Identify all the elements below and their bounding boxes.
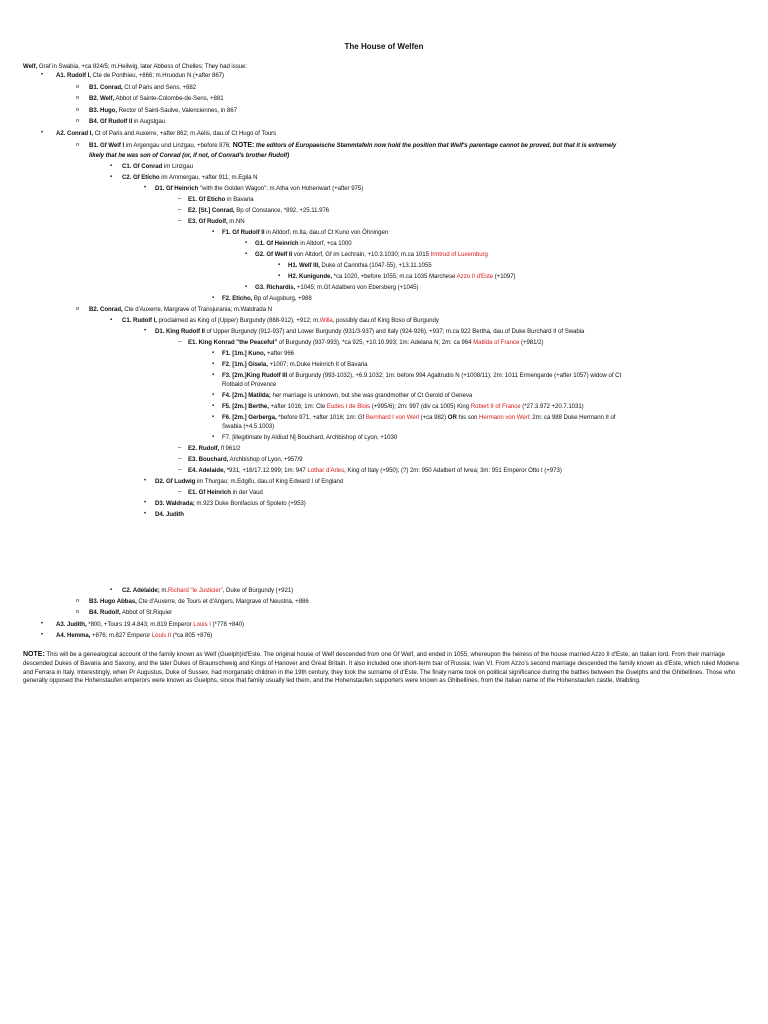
entry-text: m.923 Duke Bonifacius of Spoleto (+953) — [194, 500, 306, 507]
entry-text: (+981/2) — [519, 339, 544, 346]
entry-name: E4. Adelaide, — [188, 467, 226, 474]
entry-text: Ct of Paris and Sens, +882 — [122, 84, 196, 91]
bullet-circle — [76, 597, 79, 606]
note-paragraph — [23, 651, 739, 686]
entry-text: , possibly dau.of King Boso of Burgundy — [332, 317, 439, 324]
page-title: The House of Welfen — [344, 42, 424, 51]
entry-name: A1. Rudolf I, — [56, 72, 91, 79]
entry-text: (+995/6); 2m: 997 (div ca 1005) King — [370, 403, 470, 410]
entry-text: m. — [159, 587, 169, 594]
bullet-square — [278, 272, 280, 281]
entry-text: of Burgundy (993-1032), +6.9.1032; 1m: before 994 Agaltrudis N (+1008/11); 2m: 1011 Ermengarde (+after 1057) widow of Ct — [287, 372, 622, 379]
entry-ee4 — [188, 466, 562, 475]
entry-text: in der Vaud — [230, 489, 263, 496]
bullet-disc — [41, 71, 43, 80]
bullet-square — [212, 349, 214, 358]
entry-a1-b1 — [89, 83, 196, 92]
entry-text: +after 966 — [265, 350, 295, 357]
bullet-square — [212, 371, 214, 380]
entry-text: +after 1016; 1m: Cte — [268, 403, 326, 410]
spouse-link[interactable]: Bernhard I von Werl — [364, 414, 419, 421]
entry-name: B3. Hugo Abbas, — [89, 598, 137, 605]
entry-c2 — [122, 173, 258, 182]
entry-ee3 — [188, 455, 302, 464]
entry-ff4 — [222, 391, 472, 400]
entry-name: B1. Gf Welf I — [89, 142, 125, 149]
entry-text: Abbot of St.Riquier — [120, 609, 173, 616]
entry-text: (+ca 982) — [419, 414, 447, 421]
entry-name: A3. Judith, — [56, 621, 87, 628]
spouse-link[interactable]: Robert II of France — [469, 403, 521, 410]
entry-text: of Upper Burgundy (912-937) and Lower Burgundy (931/3-937) and Italy (924-926), +937; m.ca 922 Bertha, dau.of Duke Burchard II of Swabia — [204, 328, 585, 335]
entry-name: F1. Gf Rudolf II — [222, 229, 265, 236]
entry-a4 — [56, 631, 212, 640]
bullet-circle — [76, 141, 79, 150]
or-label: OR — [446, 414, 457, 421]
entry-d1 — [155, 184, 363, 193]
bullet-disc — [144, 184, 146, 193]
entry-name: B2. Conrad, — [89, 306, 123, 313]
entry-a1-b2 — [89, 94, 224, 103]
entry-text: m.NN — [227, 218, 245, 225]
entry-text: (*778 +840) — [210, 621, 244, 628]
entry-text: in Altdorf, +ca 1000 — [298, 240, 352, 247]
bullet-disc — [144, 499, 146, 508]
entry-name: E3. Bouchard, — [188, 456, 229, 463]
entry-name: B1. Conrad, — [89, 84, 123, 91]
bullet-circle — [76, 305, 79, 314]
entry-text: Rector of Saint-Saulve, Valenciennes, in 867 — [117, 107, 237, 114]
entry-text: im Thurgau; m.Edgifu, dau.of King Edward I of England — [195, 478, 344, 485]
bullet-square — [110, 173, 112, 182]
entry-dd1 — [155, 327, 584, 336]
note-text: This will be a genealogical account of the family known as Welf (Guelph)/d'Este. The original house of Welf descended from one Gf Welf, and ended in 1055, whereupon the heiress of the house married Azzo II d'Este, an Italian lord. From their marriage descended Dukes of Bavaria and Saxony, and the later Dukes of Braunschweig and Kings of Hanover and Great Britain. It also included one short-term tsar of Russia: Ivan VI. From Azzo's second marriage descended the family known as d'Este, which ruled Modena and Ferrara in Italy. Interestingly, when Pr Augustus, Duke of Sussex, had morganatic children in the 19th century, they took the surname of d'Este. The finaly name took on political significance during the battles between the Guelphs and the Ghibellines. Those who generally opposed the Hohenstaufen emperors were known as Guelphs, since that family usually led them, and the Hohenstaufen supporters were known as Ghibellines, from the Italian name of the Hohenstaufen castle, Waibling. — [23, 651, 739, 685]
entry-name: E1. King Konrad "the Peaceful" — [188, 339, 278, 346]
note-label: NOTE: — [230, 142, 255, 149]
spouse-link[interactable]: Richard "le Justicier" — [168, 587, 223, 594]
entry-text: Cte d'Auxerre, Margrave of Transjurania; m.Waldrada N — [122, 306, 272, 313]
entry-name: C2. Gf Eticho — [122, 174, 160, 181]
entry-ee2 — [188, 444, 241, 453]
spouse-link[interactable]: Willa — [319, 317, 333, 324]
entry-name: A2. Conrad I, — [56, 130, 93, 137]
entry-a2-b2 — [89, 305, 272, 314]
entry-text: proclaimed as King of (Upper) Burgundy (888-912), +912; m. — [156, 317, 320, 324]
entry-g2 — [255, 250, 488, 259]
entry-name: F4. [2m.] Matilda; — [222, 392, 271, 399]
entry-c1 — [122, 162, 193, 171]
entry-text: Archbishop of Lyon, +1030 — [324, 434, 398, 441]
entry-text: +1007; m.Duke Heinrich II of Bavaria — [267, 361, 368, 368]
bullet-disc — [41, 631, 43, 640]
entry-name: F2. [1m.] Gisela, — [222, 361, 268, 368]
entry-h1 — [288, 261, 432, 270]
entry-text: +876; m.827 Emperor — [90, 632, 151, 639]
entry-a1-b4 — [89, 117, 165, 126]
entry-name: G1. Gf Heinrich — [255, 240, 299, 247]
entry-text: *ca 1020, +before 1055; m.ca 1035 Marchese — [332, 273, 456, 280]
entry-name: D4. Judith — [155, 511, 184, 518]
bullet-square — [212, 360, 214, 369]
entry-f2 — [222, 294, 312, 303]
bullet-square — [110, 316, 112, 325]
entry-text: Duke of Carinthia (1047-55), +13.11.1055 — [319, 262, 432, 269]
bullet-disc — [144, 327, 146, 336]
spouse-link[interactable]: Hermann von Werl — [477, 414, 529, 421]
bullet-dash — [178, 466, 181, 475]
entry-ff3 — [222, 371, 621, 380]
bullet-square — [110, 162, 112, 171]
root-name: Welf, — [23, 63, 38, 70]
entry-e1 — [188, 195, 254, 204]
entry-name: B4. Gf Rudolf II — [89, 118, 133, 125]
bullet-square — [212, 402, 214, 411]
entry-name: E2. Rudolf, — [188, 445, 220, 452]
bullet-dash — [178, 488, 181, 497]
bullet-circle — [76, 83, 79, 92]
bullet-circle — [76, 608, 79, 617]
entry-text: Ct of Paris and Auxerre, +after 862; m.Aelis, dau.of Ct Hugo of Tours — [92, 130, 277, 137]
bullet-square — [245, 250, 247, 259]
entry-g3 — [255, 283, 418, 292]
spouse-link[interactable]: Lothar d'Arles — [305, 467, 345, 474]
bullet-dash — [178, 217, 181, 226]
entry-ff2 — [222, 360, 367, 369]
bullet-square — [212, 433, 214, 442]
bullet-dash — [178, 195, 181, 204]
entry-text: im Linzgau — [162, 163, 193, 170]
entry-text: "with the Golden Wagon"; m.Atha von Hohenwart (+after 975) — [198, 185, 364, 192]
entry-text: Bp of Constance, *892, +25.11.976 — [234, 207, 330, 214]
note-label: NOTE: — [23, 651, 45, 658]
spouse-link[interactable]: Eudes I de Blois — [325, 403, 371, 410]
entry-text: Archbishop of Lyon, +957/9 — [228, 456, 303, 463]
bullet-disc — [41, 129, 43, 138]
entry-text: *800, +Tours 19.4.843; m.819 Emperor — [86, 621, 192, 628]
entry-ff6 — [222, 413, 615, 422]
entry-name: D1. King Rudolf II — [155, 328, 205, 335]
entry-text: Bp of Augsburg, +988 — [252, 295, 312, 302]
root-text: Graf in Swabia, +ca 824/5; m.Heilwig, later Abbess of Chelles; They had issue: — [37, 63, 248, 70]
entry-text: his son — [456, 414, 478, 421]
note-text: the editors of Europaeische Stammtafeln now hold the position that Welf's parentage cannot be proved, but that it is extremely — [254, 142, 617, 149]
entry-text: *before 971, +after 1016; 1m: Gf — [276, 414, 365, 421]
bullet-square — [278, 261, 280, 270]
spouse-link[interactable]: Matilda of France — [471, 339, 520, 346]
entry-name: G3. Richardis, — [255, 284, 296, 291]
entry-a3 — [56, 620, 244, 629]
entry-h2 — [288, 272, 516, 281]
spouse-link[interactable]: Irmtrud of Luxemburg — [428, 251, 488, 258]
bullet-dash — [178, 444, 181, 453]
entry-ee1 — [188, 338, 543, 347]
entry-cc1 — [122, 316, 439, 325]
entry-name: B2. Welf, — [89, 95, 115, 102]
entry-e2 — [188, 206, 329, 215]
bullet-square — [245, 239, 247, 248]
entry-a2-b4 — [89, 608, 172, 617]
entry-name: G2. Gf Welf II — [255, 251, 293, 258]
entry-text: in Altdorf, m.Ita, dau.of Ct Kuno von Öhningen — [264, 229, 389, 236]
bullet-square — [245, 283, 247, 292]
entry-name: D1. Gf Heinrich — [155, 185, 199, 192]
entry-a2 — [56, 129, 276, 138]
entry-a2-b1 — [89, 141, 616, 150]
entry-name: B3. Hugo, — [89, 107, 117, 114]
entry-a2-b3 — [89, 597, 309, 606]
entry-ff3-cont: Rotbald of Provence — [222, 381, 277, 388]
entry-text: +1045; m.Gf Adalbero von Ebersberg (+1045) — [295, 284, 419, 291]
entry-text: fl 961/2 — [219, 445, 241, 452]
entry-name: F2. Eticho, — [222, 295, 253, 302]
entry-dd4 — [155, 510, 184, 519]
entry-name: H2. Kunigunde, — [288, 273, 332, 280]
bullet-square — [212, 228, 214, 237]
entry-name: B4. Rudolf, — [89, 609, 121, 616]
entry-ff7 — [222, 433, 397, 442]
bullet-square — [212, 391, 214, 400]
bullet-square — [212, 294, 214, 303]
bullet-dash — [178, 455, 181, 464]
entry-name: F5. [2m.] Berthe, — [222, 403, 269, 410]
entry-text: in Augstgau — [132, 118, 166, 125]
spouse-link[interactable]: Louis II — [150, 632, 172, 639]
entry-text: (+1097) — [493, 273, 516, 280]
entry-text: im Ammergau, +after 911; m.Egila N — [159, 174, 258, 181]
entry-g1 — [255, 239, 352, 248]
spouse-link[interactable]: Azzo II d'Este — [455, 273, 494, 280]
bullet-dash — [178, 338, 181, 347]
entry-name: D2. Gf Ludwig — [155, 478, 196, 485]
entry-text: *931, +16/17.12.999; 1m: 947 — [225, 467, 306, 474]
entry-text: Cte d'Auxerre, de Tours et d'Angers, Margrave of Neustria, +886 — [136, 598, 309, 605]
entry-text: her marriage is unknown, but she was grandmother of Ct Gerold of Geneva — [270, 392, 473, 399]
entry-name: E1. Gf Eticho — [188, 196, 226, 203]
bullet-disc — [41, 620, 43, 629]
entry-name: C2. Adelaide; — [122, 587, 160, 594]
entry-text: Cte de Ponthieu, +866; m.Hruodun N (+after 867) — [90, 72, 225, 79]
entry-text: of Burgundy (937-993), *ca 925, +10.10.993; 1m: Adelana N; 2m: ca 964 — [277, 339, 472, 346]
entry-dd3 — [155, 499, 306, 508]
entry-name: F1. [1m.] Kuno, — [222, 350, 266, 357]
spouse-link[interactable]: Louis I — [191, 621, 211, 628]
bullet-square — [212, 413, 214, 422]
bullet-circle — [76, 94, 79, 103]
entry-name: C1. Rudolf I, — [122, 317, 157, 324]
entry-name: A4. Hemma, — [56, 632, 91, 639]
entry-text: von Altdorf, Gf im Lechrain, +10.3.1030; m.ca 1015 — [292, 251, 429, 258]
entry-name: F3. [2m.]King Rudolf III — [222, 372, 288, 379]
bullet-disc — [144, 477, 146, 486]
entry-text: im Argengau und Linzgau, +before 876; — [124, 142, 231, 149]
bullet-circle — [76, 117, 79, 126]
entry-text: Abbot of Sainte-Colombe-de-Sens, +881 — [114, 95, 224, 102]
entry-ff5 — [222, 402, 584, 411]
entry-text: , Duke of Burgundy (+921) — [222, 587, 294, 594]
entry-name: E1. Gf Heinrich — [188, 489, 231, 496]
entry-name: D3. Waldrada; — [155, 500, 195, 507]
entry-text: (*27.3.972 +20.7.1031) — [520, 403, 584, 410]
entry-name: H1. Welf III, — [288, 262, 320, 269]
entry-cc2 — [122, 586, 293, 595]
entry-name: F6. [2m.] Gerberga, — [222, 414, 277, 421]
entry-text: in Bavaria — [225, 196, 254, 203]
entry-text: ; 2m: ca 988 Duke Hermann II of — [528, 414, 616, 421]
entry-a1-b3 — [89, 106, 237, 115]
entry-ff6-cont: Swabia (+4.5.1003) — [222, 423, 275, 430]
entry-text: (*ca 805 +876) — [171, 632, 213, 639]
entry-name: E2. [St.] Conrad, — [188, 207, 235, 214]
bullet-square — [110, 586, 112, 595]
entry-ff1 — [222, 349, 294, 358]
entry-a2-b1-note-cont: likely that he was son of Conrad (or, if not, of Conrad's brother Rudolf) — [89, 152, 290, 159]
entry-name: E3. Gf Rudolf, — [188, 218, 228, 225]
entry-eee1 — [188, 488, 263, 497]
bullet-circle — [76, 106, 79, 115]
entry-e3 — [188, 217, 245, 226]
entry-text: , King of Italy (+950); (?) 2m: 950 Adalbert of Ivrea; 3m: 951 Emperor Otto I (+973) — [344, 467, 562, 474]
entry-f1 — [222, 228, 388, 237]
root-entry — [23, 62, 247, 71]
entry-name: F7. [illegitimate by Aldiud N] Bouchard, — [222, 434, 325, 441]
bullet-dash — [178, 206, 181, 215]
entry-dd2 — [155, 477, 343, 486]
bullet-disc — [144, 510, 146, 519]
entry-name: C1. Gf Conrad — [122, 163, 163, 170]
entry-a1 — [56, 71, 224, 80]
